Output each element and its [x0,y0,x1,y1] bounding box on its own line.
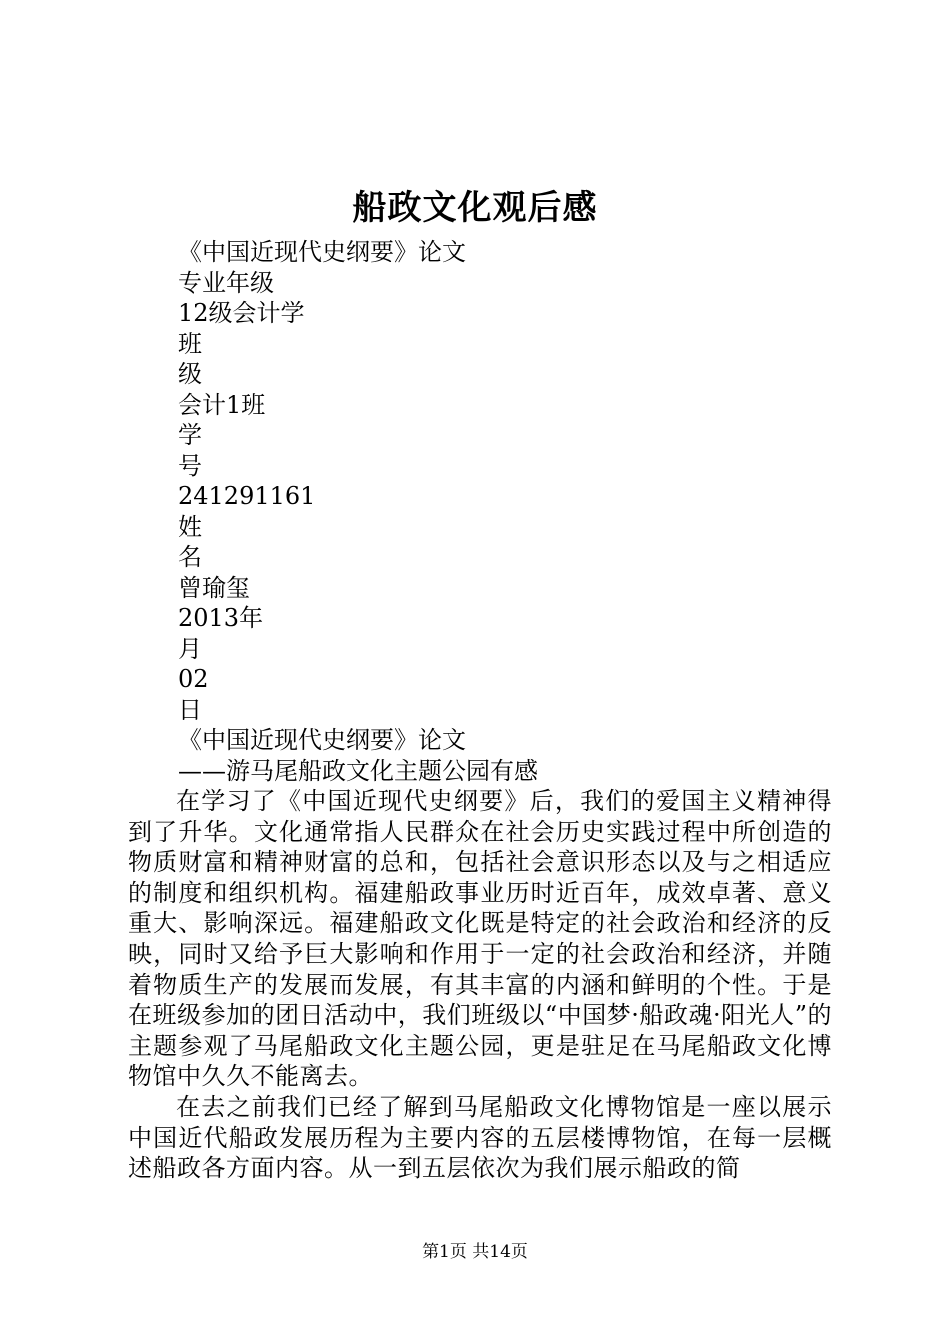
body-paragraph: 在学习了《中国近现代史纲要》后，我们的爱国主义精神得到了升华。文化通常指人民群众在社会历史实践过程中所创造的物质财富和精神财富的总和，包括社会意识形态以及与之相适应的制度和组织机构。福建船政事业历时近百年，成效卓著、意义重大、影响深远。福建船政文化既是特定的社会政治和经济的反映，同时又给予巨大影响和作用于一定的社会政治和经济，并随着物质生产的发展而发展，有其丰富的内涵和鲜明的个性。于是在班级参加的团日活动中，我们班级以“中国梦·船政魂·阳光人”的主题参观了马尾船政文化主题公园，更是驻足在马尾船政文化博物馆中久久不能离去。 [128,787,832,1091]
header-line: 曾瑜玺 [178,573,250,602]
header-lines [178,237,838,786]
header-line: 2013年 [178,604,264,632]
header-line: 12级会计学 [178,299,305,327]
header-line: 月 [178,634,202,663]
header-line: 学 [178,421,202,449]
header-line: 专业年级 [178,268,274,297]
header-line: 号 [178,451,202,480]
header-line: 日 [178,695,202,724]
header-line: 241291161 [178,482,316,510]
body-text [128,786,832,1184]
header-line: ——游马尾船政文化主题公园有感 [178,756,538,785]
header-line: 会计1班 [178,390,266,419]
header-line: 姓 [178,512,202,541]
header-line: 班 [178,329,202,358]
page-footer: 第1页 共14页 [422,1242,528,1262]
header-line: 名 [178,543,202,571]
header-line: 级 [178,360,202,388]
header-line: 《中国近现代史纲要》论文 [178,238,466,266]
header-line: 《中国近现代史纲要》论文 [178,726,466,754]
body-paragraph: 在去之前我们已经了解到马尾船政文化博物馆是一座以展示中国近代船政发展历程为主要内容的五层楼博物馆，在每一层概述船政各方面内容。从一到五层依次为我们展示船政的简 [128,1092,832,1183]
header-line: 02 [178,665,209,693]
document-title: 船政文化观后感 [352,188,598,228]
